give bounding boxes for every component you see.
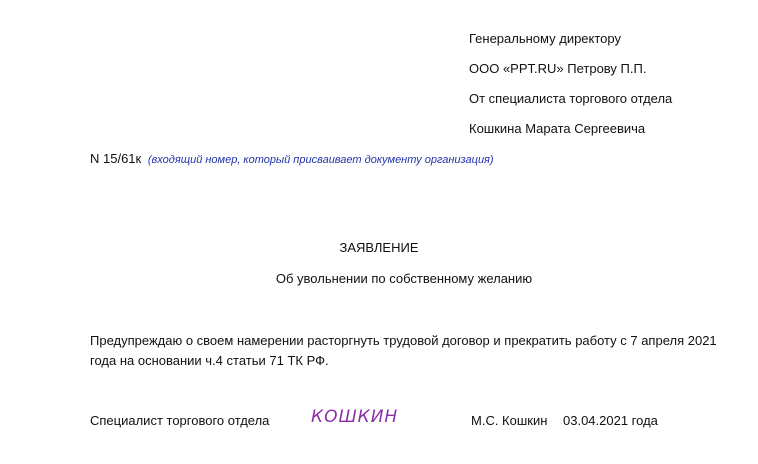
addressee-line-company: ООО «PPT.RU» Петрову П.П. [469, 61, 647, 76]
addressee-line-sender-name: Кошкина Марата Сергеевича [469, 121, 646, 136]
registration-line [90, 151, 494, 168]
statement-body: Предупреждаю о своем намерении расторгнуть трудовой договор и прекратить работу с 7 апреля 2021 года на основании ч.4 статьи 71 ТК РФ. [90, 333, 717, 368]
signer-name: М.С. Кошкин [471, 413, 548, 428]
registration-note: (входящий номер, который присваивает документу организация) [147, 154, 494, 166]
handwritten-signature: КОШКИН [311, 407, 399, 427]
addressee-line-from: От специалиста торгового отдела [469, 91, 673, 106]
document-title: ЗАЯВЛЕНИЕ [339, 240, 419, 255]
signer-position: Специалист торгового отдела [90, 413, 270, 428]
addressee-line-director: Генеральному директору [469, 31, 621, 46]
registration-number: N 15/61к [90, 151, 142, 166]
signature-date: 03.04.2021 года [563, 413, 658, 428]
document-subtitle: Об увольнении по собственному желанию [275, 271, 533, 286]
